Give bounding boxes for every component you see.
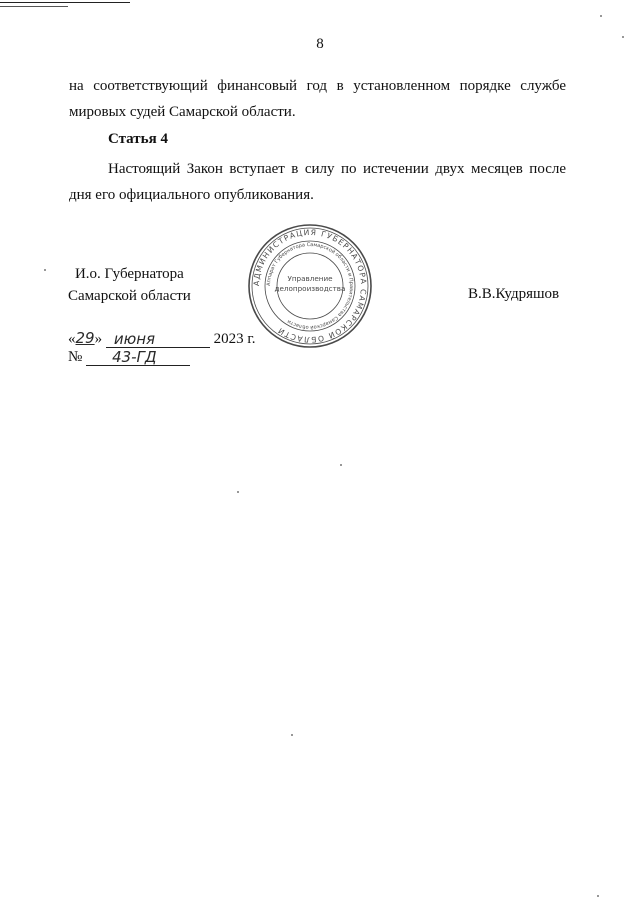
date-year: 2023 г. bbox=[213, 331, 256, 347]
date-close-quote: » bbox=[94, 331, 103, 347]
scan-speck bbox=[44, 269, 46, 271]
law-number bbox=[68, 348, 190, 366]
date-open-quote: « bbox=[68, 331, 76, 347]
stamp-center-line: делопроизводства bbox=[274, 284, 346, 293]
article-heading: Статья 4 bbox=[108, 131, 168, 147]
scan-speck bbox=[237, 491, 239, 493]
scan-speck bbox=[291, 734, 293, 736]
scan-edge-line-short bbox=[0, 6, 68, 7]
scan-speck bbox=[597, 895, 599, 897]
paragraph-line: мировых судей Самарской области. bbox=[69, 104, 296, 120]
signing-date bbox=[68, 329, 256, 348]
paragraph-continuation bbox=[69, 73, 566, 125]
stamp-outer-text: АДМИНИСТРАЦИЯ ГУБЕРНАТОРА САМАРСКОЙ ОБЛАСТИ bbox=[251, 227, 369, 345]
handwritten-month: июня bbox=[113, 330, 156, 348]
scan-speck bbox=[340, 464, 342, 466]
handwritten-law-number: 43-ГД bbox=[112, 348, 157, 366]
signatory-title bbox=[68, 263, 191, 307]
stamp-inner-text: Аппарат Губернатора Самарской области и Правительства Самарской области bbox=[265, 241, 355, 331]
signatory-name: В.В.Кудряшов bbox=[468, 286, 560, 302]
scan-edge-line bbox=[0, 2, 130, 3]
scan-speck bbox=[600, 15, 602, 17]
paragraph-line: дня его официального опубликования. bbox=[69, 187, 314, 203]
page-number: 8 bbox=[316, 36, 324, 52]
article-paragraph bbox=[69, 156, 566, 208]
month-underline bbox=[106, 330, 210, 348]
paragraph-line: Настоящий Закон вступает в силу по истечении двух месяцев после bbox=[108, 161, 566, 177]
signatory-title-line: И.о. Губернатора bbox=[74, 266, 184, 282]
stamp-center-line: Управление bbox=[287, 274, 333, 283]
official-stamp bbox=[246, 222, 374, 350]
signatory-title-line: Самарской области bbox=[68, 288, 191, 304]
handwritten-day: 29 bbox=[75, 329, 95, 347]
law-number-label: № bbox=[68, 349, 83, 365]
paragraph-line: на соответствующий финансовый год в установленном порядке службе bbox=[69, 78, 566, 94]
law-number-underline bbox=[86, 348, 190, 366]
